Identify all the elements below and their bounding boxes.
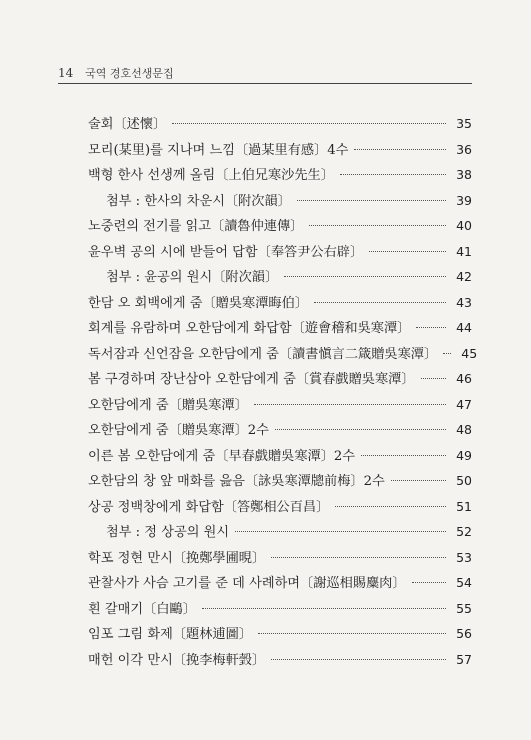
dot-leader bbox=[258, 633, 446, 634]
dot-leader bbox=[271, 557, 446, 558]
toc-entry bbox=[88, 421, 472, 447]
toc-entry bbox=[88, 549, 472, 575]
toc-entry-page: 48 bbox=[456, 422, 472, 437]
toc-entry bbox=[88, 166, 472, 192]
toc-entry-title: 오한담에게 줌〔贈吳寒潭〕2수 bbox=[88, 423, 269, 438]
toc-entry-title: 흰 갈매기〔白鷗〕 bbox=[88, 601, 196, 617]
toc-entry-page: 52 bbox=[456, 524, 472, 539]
toc-entry-title: 술회〔述懷〕 bbox=[88, 117, 167, 132]
dot-leader bbox=[254, 404, 446, 405]
toc-entry-title: 상공 정백창에게 화답함〔答鄭相公百昌〕 bbox=[88, 499, 330, 515]
dot-leader bbox=[235, 531, 446, 532]
dot-leader bbox=[309, 225, 446, 226]
toc-entry-page: 50 bbox=[456, 473, 472, 488]
header-page-number: 14 bbox=[58, 66, 74, 80]
toc-entry bbox=[88, 370, 472, 396]
toc-entry-page: 40 bbox=[456, 218, 472, 233]
toc-entry bbox=[88, 345, 478, 371]
dot-leader bbox=[354, 149, 446, 150]
dot-leader bbox=[421, 378, 446, 379]
toc-entry bbox=[88, 447, 472, 473]
toc-entry-page: 42 bbox=[456, 269, 472, 284]
toc-entry-title: 매헌 이각 만시〔挽李梅軒瑴〕 bbox=[88, 652, 266, 668]
toc-entry-page: 47 bbox=[456, 396, 472, 412]
toc-entry bbox=[88, 523, 472, 549]
toc-entry-title: 오한담에게 줌〔贈吳寒潭〕 bbox=[88, 397, 248, 413]
toc-entry-page: 46 bbox=[456, 371, 472, 386]
dot-leader bbox=[284, 276, 446, 277]
running-header bbox=[58, 66, 472, 81]
toc-entry-title: 한담 오 회백에게 줌〔贈吳寒潭晦伯〕 bbox=[88, 295, 308, 311]
dot-leader bbox=[335, 506, 446, 507]
toc-entry bbox=[88, 600, 472, 626]
toc-entry-title: 임포 그림 화제〔題林逋圖〕 bbox=[88, 627, 252, 642]
toc-entry-title: 봄 구경하며 장난삼아 오한담에게 줌〔賞春戲贈吳寒潭〕 bbox=[88, 372, 415, 387]
dot-leader bbox=[297, 200, 446, 201]
toc-entry-page: 39 bbox=[456, 192, 472, 208]
toc-entry-page: 35 bbox=[456, 116, 472, 131]
toc-entry-title: 오한담의 창 앞 매화를 읊음〔詠吳寒潭牕前梅〕2수 bbox=[88, 474, 385, 489]
toc-entry-title: 윤우벽 공의 시에 받들어 답함〔奉答尹公右辟〕 bbox=[88, 244, 364, 260]
dot-leader bbox=[271, 659, 446, 660]
toc-entry bbox=[88, 396, 472, 422]
toc-entry bbox=[88, 294, 472, 320]
toc-entry-title: 독서잠과 신언잠을 오한담에게 줌〔讀書愼言二箴贈吳寒潭〕 bbox=[88, 346, 438, 362]
toc-entry bbox=[88, 472, 472, 498]
toc-entry-page: 43 bbox=[456, 294, 472, 310]
header-book-title: 국역 경호선생문집 bbox=[85, 67, 174, 80]
toc-entry-page: 53 bbox=[456, 549, 472, 565]
table-of-contents bbox=[88, 115, 478, 676]
toc-entry bbox=[88, 574, 472, 600]
toc-entry bbox=[88, 498, 472, 524]
toc-entry-title: 첨부 : 윤공의 원시〔附次韻〕 bbox=[106, 270, 279, 285]
toc-entry-title: 회계를 유람하며 오한담에게 화답함〔遊會稽和吳寒潭〕 bbox=[88, 321, 411, 336]
toc-entry-page: 57 bbox=[456, 651, 472, 667]
dot-leader bbox=[443, 353, 451, 354]
toc-entry-title: 학포 정현 만시〔挽鄭學圃晛〕 bbox=[88, 550, 266, 566]
toc-entry-page: 36 bbox=[456, 141, 472, 157]
dot-leader bbox=[172, 123, 446, 124]
toc-entry bbox=[88, 319, 472, 345]
toc-entry-title: 이른 봄 오한담에게 줌〔早春戲贈吳寒潭〕2수 bbox=[88, 448, 356, 464]
toc-entry-page: 49 bbox=[456, 447, 472, 463]
toc-entry-page: 51 bbox=[456, 498, 472, 514]
toc-entry-page: 44 bbox=[456, 320, 472, 335]
toc-entry bbox=[88, 115, 472, 141]
toc-entry-page: 54 bbox=[456, 575, 472, 590]
dot-leader bbox=[369, 251, 446, 252]
toc-entry-title: 첨부 : 정 상공의 원시 bbox=[106, 525, 230, 540]
toc-entry bbox=[88, 625, 472, 651]
toc-entry-title: 백형 한사 선생께 올림〔上伯兄寒沙先生〕 bbox=[88, 168, 334, 183]
dot-leader bbox=[416, 327, 446, 328]
dot-leader bbox=[275, 429, 446, 430]
toc-entry-page: 38 bbox=[456, 167, 472, 182]
dot-leader bbox=[391, 480, 446, 481]
dot-leader bbox=[202, 608, 446, 609]
dot-leader bbox=[412, 582, 446, 583]
toc-entry bbox=[88, 192, 472, 218]
dot-leader bbox=[361, 455, 446, 456]
dot-leader bbox=[314, 302, 446, 303]
toc-entry-page: 41 bbox=[456, 243, 472, 259]
dot-leader bbox=[340, 174, 446, 175]
toc-entry-title: 노중련의 전기를 읽고〔讀魯仲連傳〕 bbox=[88, 219, 304, 234]
toc-entry-page: 56 bbox=[456, 626, 472, 641]
toc-entry bbox=[88, 243, 472, 269]
toc-entry bbox=[88, 268, 472, 294]
toc-entry-page: 55 bbox=[456, 600, 472, 616]
toc-entry bbox=[88, 651, 472, 677]
toc-entry bbox=[88, 217, 472, 243]
toc-entry-page: 45 bbox=[461, 345, 478, 361]
toc-entry-title: 모리(某里)를 지나며 느낌〔過某里有感〕4수 bbox=[88, 142, 349, 158]
toc-entry-title: 관찰사가 사슴 고기를 준 데 사례하며〔謝巡相賜麋肉〕 bbox=[88, 576, 406, 591]
toc-entry-title: 첨부 : 한사의 차운시〔附次韻〕 bbox=[106, 193, 291, 209]
toc-entry bbox=[88, 141, 472, 167]
header-rule bbox=[58, 83, 472, 84]
